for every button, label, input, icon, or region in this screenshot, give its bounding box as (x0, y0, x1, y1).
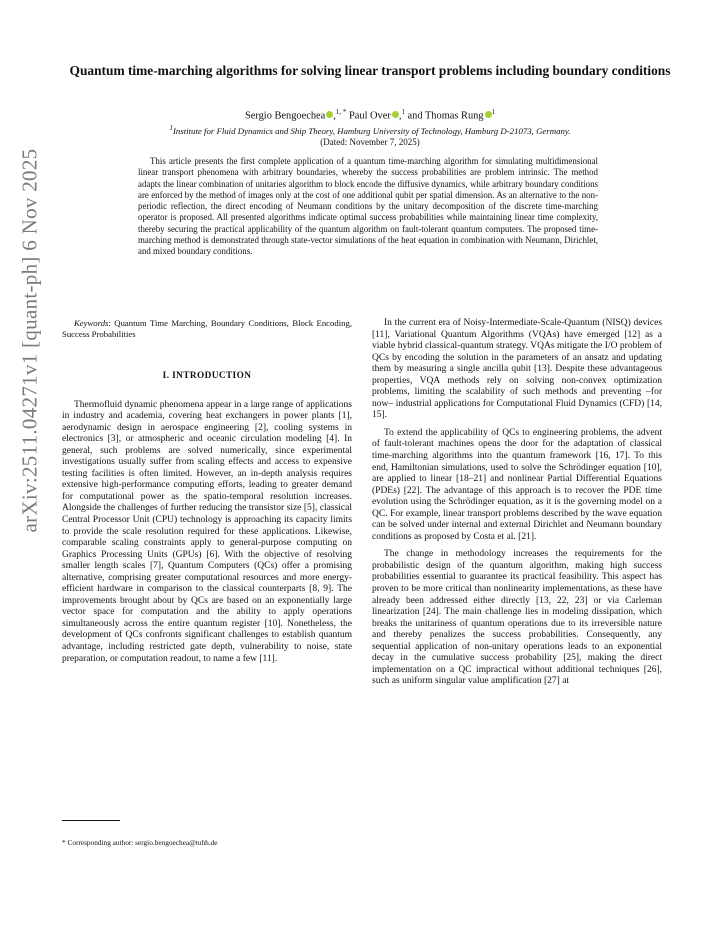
keywords-label: Keywords (74, 318, 109, 328)
author-name: Sergio Bengoechea (244, 110, 326, 122)
author-name: Paul Over (348, 110, 391, 122)
affiliation-text: Institute for Fluid Dynamics and Ship Theory, Hamburg University of Technology, Hamburg D-21073, Germany. (172, 125, 571, 136)
orcid-icon[interactable] (485, 111, 492, 118)
author-affiliation-mark: 1, * (335, 108, 347, 116)
author-affiliation-mark: 1 (401, 108, 405, 116)
date-line: (Dated: November 7, 2025) (320, 137, 420, 147)
body-paragraph: The change in methodology increases the requirements for the probabilistic design of the quantum algorithm, making high success probabilities essential to guarantee its practical feasibility. This aspect has proven to be more critical than nonlinearity implementations, as these have already been addressed either directly [13, 22, 23] or via Carleman linearization [24]. The main challenge lies in modeling dissipation, which breaks the unitariness of quantum operations due to its irreversible nature and thereby penalizes the success probabilities. Consequently, any sequential application of non-unitary operations leads to an exponential decay in the cumulative success probability [25], making the direct implementation on a QC impractical without additional techniques [26], such as uniform singular value amplification [27] at (372, 549, 662, 687)
keywords-text: : Quantum Time Marching, Boundary Conditions, Block Encoding, Success Probabilities (62, 318, 352, 339)
right-column (372, 318, 662, 688)
left-column (62, 318, 352, 665)
author-line: Sergio Bengoechea ,$^{1, *}$ Paul Over ,$^1$ and Thomas Rung $^1$ (244, 108, 496, 122)
footnote: * Corresponding author: sergio.bengoechea@tuhh.de (62, 838, 218, 847)
body-paragraph: Thermofluid dynamic phenomena appear in a large range of applications in industry and academia, covering heat exchangers in power plants [1], aerodynamic design in aerospace engineering [2], cooling systems in electronics [3], or atmospheric and oceanic circulation modeling [4]. In general, such problems are solved numerically, since experimental investigations usually suffer from scaling effects and access to expensive testing facilities is often limited. However, an in-depth analysis requires extensive high-performance computing efforts, leading to greater demand for computational power as the spatio-temporal resolution increases. Alongside the challenges of further reducing the transistor size [5], classical Central Processor Unit (CPU) technology is approaching its capacity limits to provide the scale resolution required for these applications. Likewise, comparable scaling constraints apply to general-purpose computing on Graphics Processing Units (GPUs) [6]. With the objective of resolving smaller length scales [7], Quantum Computers (QCs) offer a promising alternative, comprising greater computational resources and more energy-efficient hardware in comparison to the classical counterparts [8, 9]. The improvements brought about by QCs are based on an exponentially large vector space for computation and the ability to apply operations simultaneously across the entire quantum register [10]. Nonetheless, the development of QCs confronts significant challenges to establish quantum advantage, including restricted gate depth, vulnerability to noise, state preparation, or computation readout, to name a few [11]. (62, 399, 352, 664)
body-paragraph: In the current era of Noisy-Intermediate-Scale-Quantum (NISQ) devices [11], Variational Quantum Algorithms (VQAs) have emerged [12] as a viable hybrid classical-quantum strategy. VQAs mitigate the I/O problem of QCs by encoding the solution in the parameters of an ansatz and updating them by measuring a single ancilla qubit [13]. Despite these advantageous properties, VQA methods rely on solving non-convex optimization problems, limiting the scalability of such methods and preventing –for now– industrial applications for Computational Fluid Dynamics (CFD) [14, 15]. (372, 318, 662, 421)
affiliation (60, 124, 680, 136)
section-heading: I. INTRODUCTION (162, 371, 252, 381)
orcid-icon[interactable] (392, 111, 399, 118)
body-paragraph: To extend the applicability of QCs to engineering problems, the advent of fault-tolerant machines opens the door for the adaptation of classical time-marching algorithms into the quantum framework [16, 17]. To this end, Hamiltonian simulations, used to solve the Schrödinger equation [10], are applied to linear [18–21] and nonlinear Partial Differential Equations (PDEs) [22]. The advantage of this approach is to recover the PDE time evolution using the Schrödinger equation, as it is the governing model on a QC. For example, linear transport problems described by the wave equation can be solved under internal and external Dirichlet and Neumann boundary conditions as proposed by Costa et al. [21]. (372, 427, 662, 542)
footnote-rule (62, 820, 120, 821)
author-name: Thomas Rung (424, 110, 484, 122)
arxiv-identifier: arXiv:2511.04271v1 [quant-ph] 6 Nov 2025 (17, 148, 42, 533)
keywords (62, 318, 352, 340)
paper-title: Quantum time-marching algorithms for solving linear transport problems including boundary conditions (69, 63, 671, 78)
author-affiliation-mark: 1 (491, 108, 496, 116)
affiliation-mark: 1 (169, 124, 173, 132)
orcid-icon[interactable] (326, 111, 333, 118)
abstract: This article presents the first complete application of a quantum time-marching algorithm for simulating multidimensional linear transport phenomena with arbitrary boundaries, whereby the success probabilities are problem intrinsic. The method adapts the linear combination of unitaries algorithm to block encode the diffusive dynamics, while arbitrary boundary conditions are enforced by the method of images only at the cost of one additional qubit per spatial dimension. As an alternative to the non-periodic reflection, the direct encoding of Neumann conditions by the unitary decomposition of the discrete time-marching operator is proposed. All presented algorithms indicate optimal success probabilities while maintaining linear time complexity, thereby securing the practical applicability of the quantum algorithm on fault-tolerant quantum computers. The proposed time-marching method is demonstrated through state-vector simulations of the heat equation in combination with Neumann, Dirichlet, and mixed boundary conditions. (138, 156, 598, 257)
